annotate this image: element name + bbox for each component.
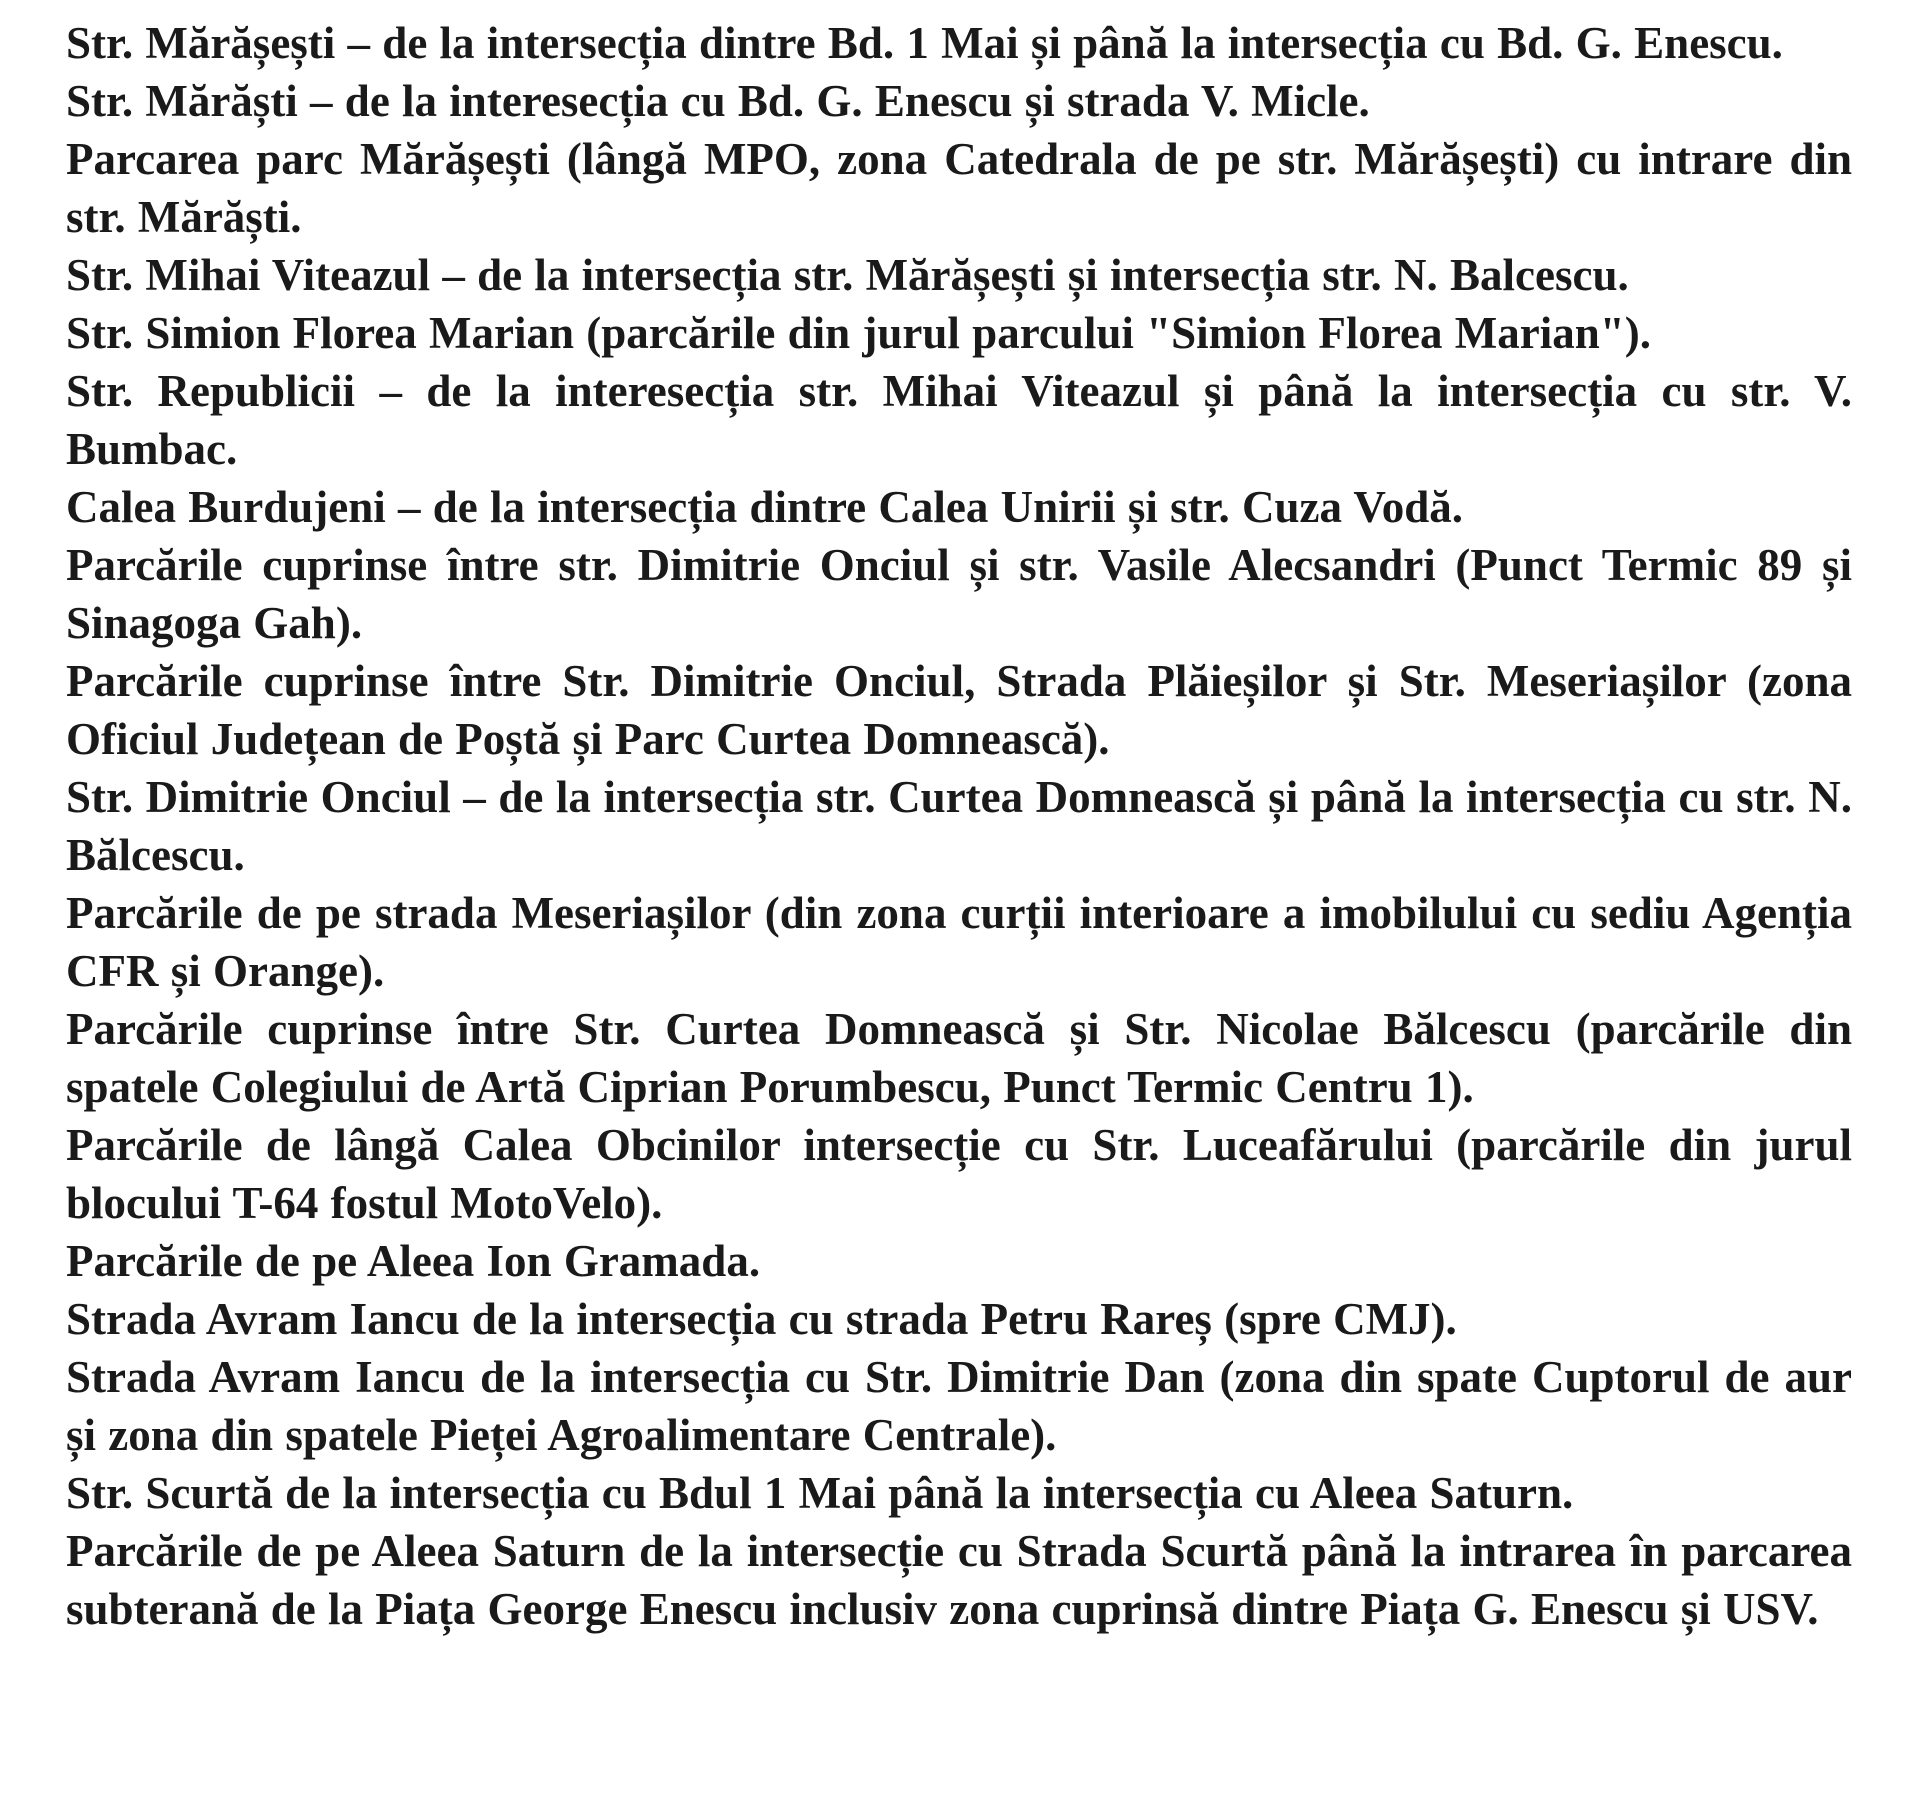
list-item: Parcările cuprinse între Str. Dimitrie Onciul, Strada Plăieșilor și Str. Meseriașilor (zona Oficiul Județean de Poștă și Parc Curtea Domnească). [66,656,1852,764]
list-item: Calea Burdujeni – de la intersecția dintre Calea Unirii și str. Cuza Vodă. [66,482,1464,532]
list-item: Str. Simion Florea Marian (parcările din jurul parcului "Simion Florea Marian"). [66,308,1651,358]
list-item: Parcările de pe Aleea Saturn de la intersecție cu Strada Scurtă până la intrarea în parcarea subterană de la Piața George Enescu inclusiv zona cuprinsă dintre Piața G. Enescu și USV. [66,1526,1852,1634]
list-item: Parcările cuprinse între str. Dimitrie Onciul și str. Vasile Alecsandri (Punct Termic 89 și Sinagoga Gah). [66,540,1852,648]
list-item: Str. Mihai Viteazul – de la intersecția str. Mărășești și intersecția str. N. Balcescu. [66,250,1629,300]
list-item: Strada Avram Iancu de la intersecția cu Str. Dimitrie Dan (zona din spate Cuptorul de aur și zona din spatele Pieței Agroalimentare Centrale). [66,1352,1852,1460]
list-item: Parcările de pe Aleea Ion Gramada. [66,1236,761,1286]
list-item: Str. Scurtă de la intersecția cu Bdul 1 Mai până la intersecția cu Aleea Saturn. [66,1468,1574,1518]
list-item: Str. Mărăști – de la interesecția cu Bd. G. Enescu și strada V. Micle. [66,76,1370,126]
list-item: Parcările de pe strada Meseriașilor (din zona curții interioare a imobilului cu sediu Agenția CFR și Orange). [66,888,1852,996]
street-list [66,14,1852,1638]
list-item: Parcările de lângă Calea Obcinilor intersecție cu Str. Luceafărului (parcările din jurul blocului T-64 fostul MotoVelo). [66,1120,1852,1228]
list-item: Str. Republicii – de la interesecția str. Mihai Viteazul și până la intersecția cu str. V. Bumbac. [66,366,1852,474]
list-item: Parcările cuprinse între Str. Curtea Domnească și Str. Nicolae Bălcescu (parcările din spatele Colegiului de Artă Ciprian Porumbescu, Punct Termic Centru 1). [66,1004,1852,1112]
list-item: Str. Dimitrie Onciul – de la intersecția str. Curtea Domnească și până la intersecția cu str. N. Bălcescu. [66,772,1852,880]
list-item: Str. Mărășești – de la intersecția dintre Bd. 1 Mai și până la intersecția cu Bd. G. Enescu. [66,18,1783,68]
list-item: Parcarea parc Mărășești (lângă MPO, zona Catedrala de pe str. Mărășești) cu intrare din str. Mărăști. [66,134,1852,242]
list-item: Strada Avram Iancu de la intersecția cu strada Petru Rareș (spre CMJ). [66,1294,1457,1344]
